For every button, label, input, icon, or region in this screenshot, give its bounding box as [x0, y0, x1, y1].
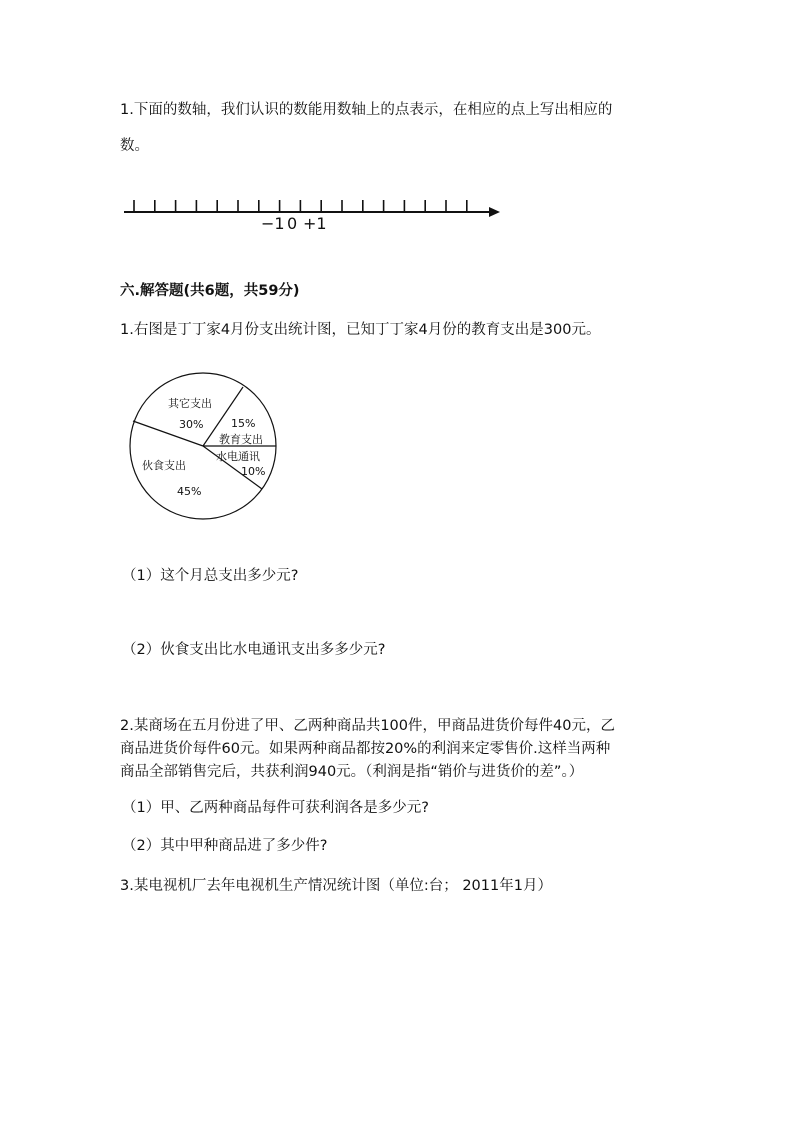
number-line: [0, 190, 794, 250]
q1-text-line1: 1.下面的数轴，我们认识的数能用数轴上的点表示，在相应的点上写出相应的: [120, 102, 613, 118]
q2-text-line3: 商品全部销售完后，共获利润940元。（利润是指“销价与进货价的差”。）: [120, 764, 584, 780]
axis-label-minus1: −1: [261, 214, 285, 233]
q1-text-line2: 数。: [120, 138, 149, 154]
slice-label-utilities: 水电通讯: [216, 450, 260, 463]
slice-percent-other: 30%: [179, 418, 204, 431]
q2-text-line2: 商品进货价每件60元。如果两种商品都按20%的利润来定零售价.这样当两种: [120, 741, 611, 757]
number-line-ticks: [134, 200, 467, 212]
slice-percent-education: 15%: [231, 417, 256, 430]
slice-percent-food: 45%: [177, 485, 202, 498]
slice-label-education: 教育支出: [219, 433, 263, 446]
pie-sub-question-1: （1）这个月总支出多少元?: [122, 568, 299, 584]
section-heading: 六.解答题(共6题，共59分): [120, 283, 300, 299]
number-line-arrow: [489, 207, 500, 217]
pie-chart: [124, 368, 284, 528]
q2-sub-question-1: （1）甲、乙两种商品每件可获利润各是多少元?: [122, 800, 429, 816]
slice-percent-utilities: 10%: [241, 465, 266, 478]
axis-label-zero: 0: [287, 214, 298, 233]
pie-sub-question-2: （2）伙食支出比水电通讯支出多多少元?: [122, 642, 386, 658]
q2-sub-question-2: （2）其中甲种商品进了多少件?: [122, 838, 328, 854]
pie-question-intro: 1.右图是丁丁家4月份支出统计图，已知丁丁家4月份的教育支出是300元。: [120, 322, 601, 338]
axis-label-plus1: +1: [303, 214, 327, 233]
q3-text-line1: 3.某电视机厂去年电视机生产情况统计图（单位:台； 2011年1月）: [120, 878, 552, 894]
slice-label-other: 其它支出: [168, 397, 212, 410]
q2-text-line1: 2.某商场在五月份进了甲、乙两种商品共100件，甲商品进货价每件40元，乙: [120, 718, 615, 734]
slice-label-food: 伙食支出: [142, 459, 186, 472]
